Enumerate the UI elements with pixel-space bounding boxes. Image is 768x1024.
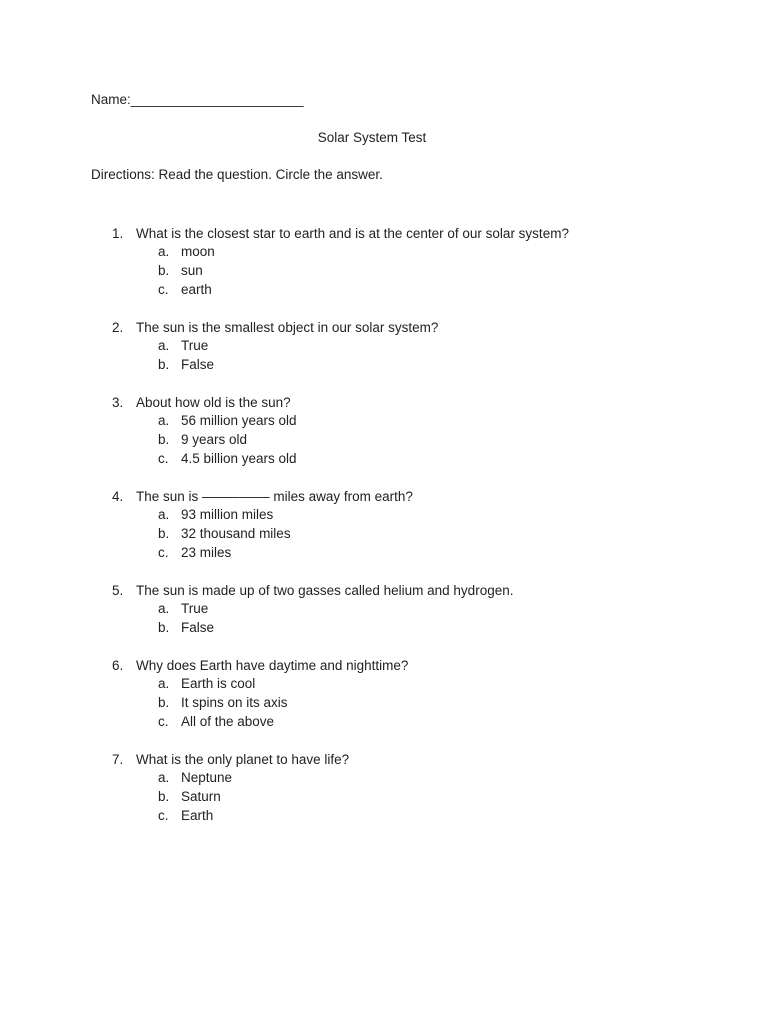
question-number: 3. [112, 395, 124, 410]
option-text: All of the above [181, 713, 275, 729]
answer-option[interactable] [0, 769, 768, 788]
question-item [0, 487, 768, 562]
option-letter: b. [158, 262, 170, 278]
question-number: 5. [112, 583, 124, 598]
answer-option[interactable] [0, 506, 768, 525]
answer-option[interactable] [0, 807, 768, 826]
option-letter: a. [158, 770, 170, 785]
answer-option[interactable] [0, 544, 768, 563]
answer-option[interactable] [0, 675, 768, 694]
question-row [0, 487, 768, 506]
option-text: False [181, 356, 215, 372]
option-text: sun [181, 262, 203, 278]
question-item [0, 750, 768, 825]
question-text: The sun is ––––––––– miles away from earth? [136, 489, 413, 504]
question-item [0, 224, 768, 299]
option-letter: b. [158, 694, 170, 710]
answer-option[interactable] [0, 600, 768, 619]
option-text: Earth [181, 807, 214, 823]
option-letter: a. [158, 338, 170, 353]
option-letter: c. [158, 713, 169, 729]
option-letter: b. [158, 356, 170, 372]
option-text: 32 thousand miles [181, 525, 291, 541]
answer-option[interactable] [0, 525, 768, 544]
option-text: 93 million miles [181, 507, 274, 522]
answer-option[interactable] [0, 619, 768, 638]
directions-text: Directions: Read the question. Circle the answer. [91, 167, 383, 182]
option-letter: c. [158, 544, 169, 560]
option-text: 56 million years old [181, 413, 297, 428]
question-item [0, 581, 768, 638]
answer-option[interactable] [0, 412, 768, 431]
answer-option[interactable] [0, 281, 768, 300]
option-letter: c. [158, 807, 169, 823]
question-row [0, 750, 768, 769]
answer-option[interactable] [0, 262, 768, 281]
option-letter: b. [158, 431, 170, 447]
answer-option[interactable] [0, 788, 768, 807]
question-text: The sun is made up of two gasses called helium and hydrogen. [136, 583, 514, 598]
question-row [0, 318, 768, 337]
option-letter: b. [158, 619, 170, 635]
question-row [0, 581, 768, 600]
question-number: 1. [112, 226, 124, 241]
option-letter: b. [158, 788, 170, 804]
name-field-label: Name:_______________________ [91, 92, 304, 107]
option-letter: b. [158, 525, 170, 541]
answer-option[interactable] [0, 337, 768, 356]
option-text: Earth is cool [181, 676, 256, 691]
option-letter: c. [158, 281, 169, 297]
option-text: True [181, 601, 209, 616]
question-number: 6. [112, 658, 124, 673]
option-letter: a. [158, 676, 170, 691]
option-text: 23 miles [181, 544, 232, 560]
option-text: 9 years old [181, 431, 248, 447]
option-text: It spins on its axis [181, 694, 288, 710]
option-text: earth [181, 281, 212, 297]
answer-option[interactable] [0, 694, 768, 713]
question-row [0, 656, 768, 675]
option-letter: a. [158, 244, 170, 259]
answer-option[interactable] [0, 356, 768, 375]
question-text: About how old is the sun? [136, 395, 291, 410]
option-text: Saturn [181, 788, 221, 804]
answer-option[interactable] [0, 713, 768, 732]
option-letter: a. [158, 601, 170, 616]
question-item [0, 318, 768, 375]
question-number: 7. [112, 752, 124, 767]
option-text: False [181, 619, 215, 635]
answer-option[interactable] [0, 431, 768, 450]
option-text: Neptune [181, 770, 233, 785]
question-item [0, 393, 768, 468]
question-row [0, 224, 768, 243]
question-number: 2. [112, 320, 124, 335]
question-text: Why does Earth have daytime and nighttime? [136, 658, 409, 673]
answer-option[interactable] [0, 450, 768, 469]
option-letter: a. [158, 413, 170, 428]
option-text: True [181, 338, 209, 353]
question-text: What is the only planet to have life? [136, 752, 350, 767]
answer-option[interactable] [0, 243, 768, 262]
option-text: moon [181, 244, 215, 259]
option-text: 4.5 billion years old [181, 450, 297, 466]
question-number: 4. [112, 489, 124, 504]
question-text: The sun is the smallest object in our solar system? [136, 320, 439, 335]
question-row [0, 393, 768, 412]
question-item [0, 656, 768, 731]
page-title: Solar System Test [317, 130, 427, 145]
question-text: What is the closest star to earth and is at the center of our solar system? [136, 226, 569, 241]
option-letter: c. [158, 450, 169, 466]
option-letter: a. [158, 507, 170, 522]
